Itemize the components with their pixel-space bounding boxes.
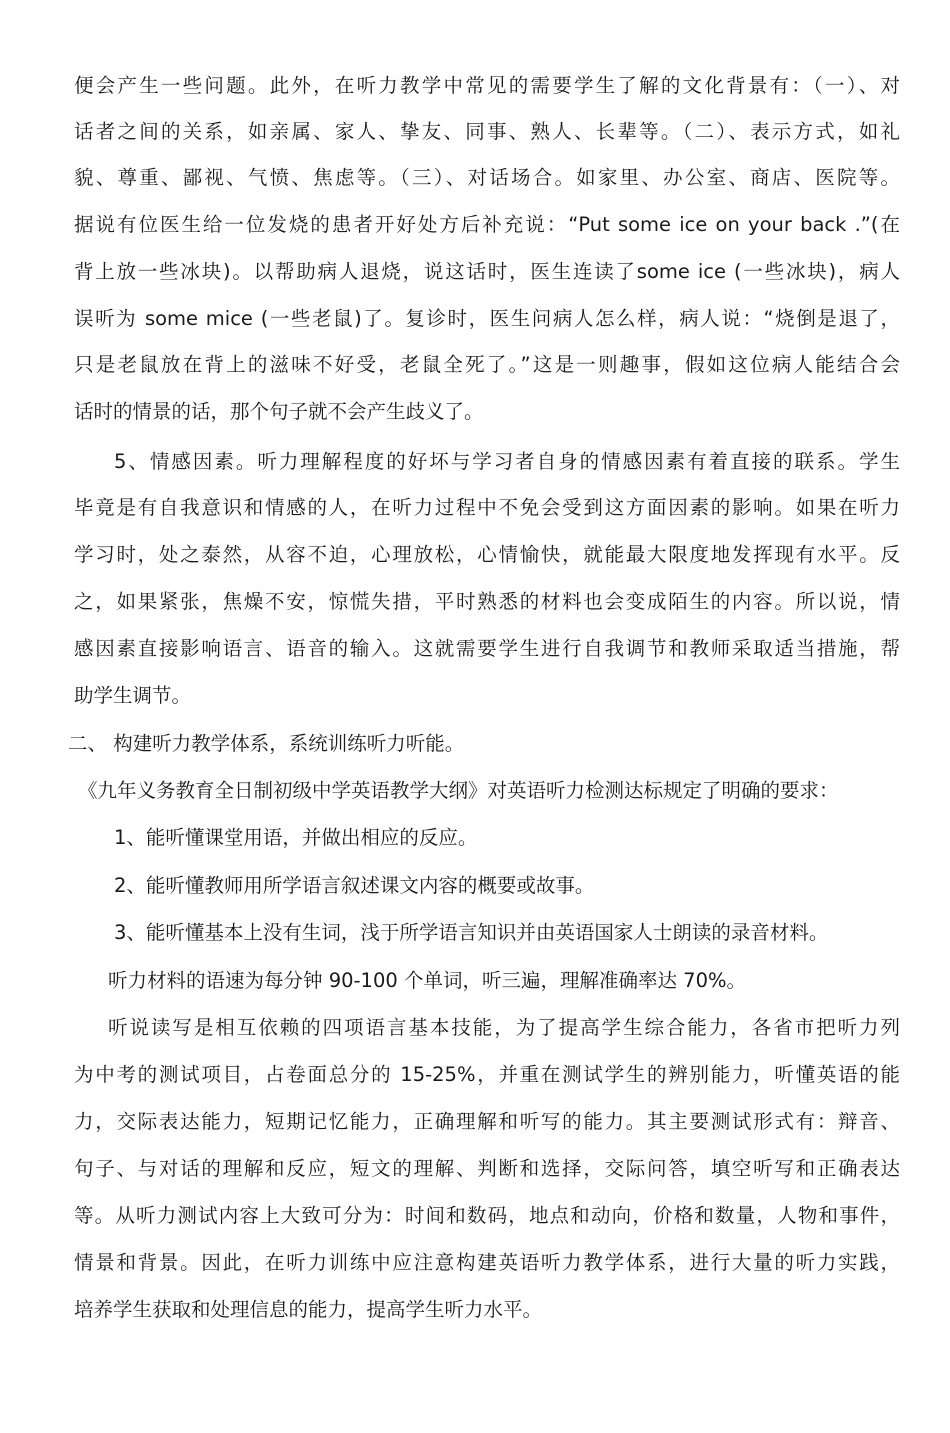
text-line: 为中考的测试项目，占卷面总分的 15-25%，并重在测试学生的辨别能力，听懂英语的能 bbox=[74, 1063, 900, 1086]
text-line: 听力材料的语速为每分钟 90-100 个单词，听三遍，理解准确率达 70%。 bbox=[108, 969, 747, 992]
text-line: 便会产生一些问题。此外，在听力教学中常见的需要学生了解的文化背景有：（一）、对 bbox=[74, 74, 900, 97]
text-line: 句子、与对话的理解和反应，短文的理解、判断和选择，交际问答，填空听写和正确表达 bbox=[74, 1157, 900, 1180]
requirement-item-2: 2、能听懂教师用所学语言叙述课文内容的概要或故事。 bbox=[114, 874, 595, 897]
section-2-heading: 二、 构建听力教学体系，系统训练听力听能。 bbox=[68, 732, 465, 755]
text-line: 只是老鼠放在背上的滋味不好受，老鼠全死了。”这是一则趣事，假如这位病人能结合会 bbox=[74, 353, 900, 376]
text-line: 话者之间的关系，如亲属、家人、挚友、同事、熟人、长辈等。（二）、表示方式，如礼 bbox=[74, 120, 900, 143]
text-line: 《九年义务教育全日制初级中学英语教学大纲》对英语听力检测达标规定了明确的要求： bbox=[78, 779, 839, 802]
text-line: 感因素直接影响语言、语音的输入。这就需要学生进行自我调节和教师采取适当措施，帮 bbox=[74, 637, 900, 660]
text-line: 等。从听力测试内容上大致可分为：时间和数码，地点和动向，价格和数量，人物和事件， bbox=[74, 1204, 900, 1227]
text-line: 话时的情景的话，那个句子就不会产生歧义了。 bbox=[74, 400, 484, 423]
text-line: 力，交际表达能力，短期记忆能力，正确理解和听写的能力。其主要测试形式有：辩音、 bbox=[74, 1110, 900, 1133]
text-line: 据说有位医生给一位发烧的患者开好处方后补充说：“Put some ice on your back .”(在 bbox=[74, 213, 900, 236]
text-line: 培养学生获取和处理信息的能力，提高学生听力水平。 bbox=[74, 1298, 543, 1321]
requirement-item-3: 3、能听懂基本上没有生词，浅于所学语言知识并由英语国家人士朗读的录音材料。 bbox=[114, 921, 829, 944]
section-5-heading-line: 5、情感因素。听力理解程度的好坏与学习者自身的情感因素有着直接的联系。学生 bbox=[114, 450, 900, 473]
text-line: 误听为 some mice (一些老鼠)了。复诊时，医生问病人怎么样，病人说：“烧倒是退了， bbox=[74, 307, 900, 330]
text-line: 学习时，处之泰然，从容不迫，心理放松，心情愉快，就能最大限度地发挥现有水平。反 bbox=[74, 543, 900, 566]
text-line: 助学生调节。 bbox=[74, 684, 192, 707]
text-line: 之，如果紧张，焦燥不安，惊慌失措，平时熟悉的材料也会变成陌生的内容。所以说，情 bbox=[74, 590, 900, 613]
text-line: 毕竟是有自我意识和情感的人，在听力过程中不免会受到这方面因素的影响。如果在听力 bbox=[74, 496, 900, 519]
text-line: 背上放一些冰块)。以帮助病人退烧，说这话时，医生连读了some ice (一些冰块)，病人 bbox=[74, 260, 900, 283]
text-line: 情景和背景。因此，在听力训练中应注意构建英语听力教学体系，进行大量的听力实践， bbox=[74, 1251, 900, 1274]
requirement-item-1: 1、能听懂课堂用语，并做出相应的反应。 bbox=[114, 826, 478, 849]
paragraph-first-line: 听说读写是相互依赖的四项语言基本技能，为了提高学生综合能力，各省市把听力列 bbox=[108, 1016, 900, 1039]
text-line: 貌、尊重、鄙视、气愤、焦虑等。（三）、对话场合。如家里、办公室、商店、医院等。 bbox=[74, 166, 900, 189]
